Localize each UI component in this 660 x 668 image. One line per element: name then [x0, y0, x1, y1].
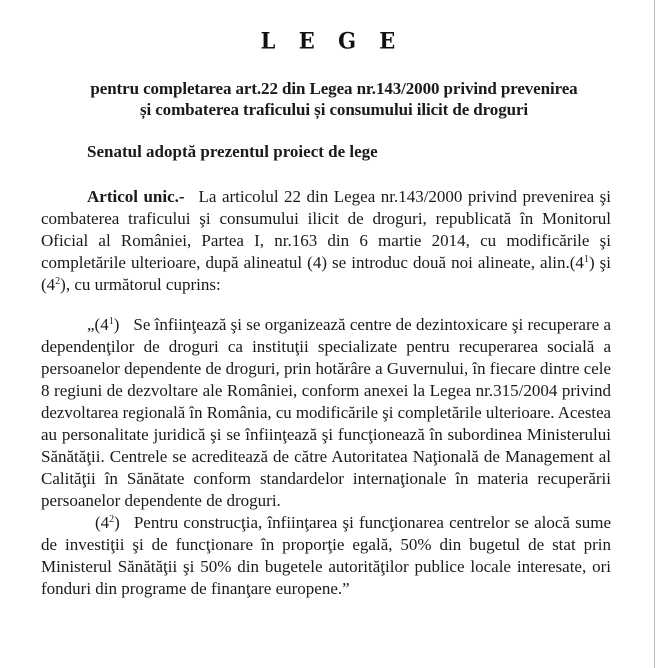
- paragraph-label: [85, 513, 120, 532]
- para-text: Pentru construcţia, înfiinţarea şi funcţionarea centrelor se alocă sume: [133, 513, 611, 532]
- article-text: completările ulterioare, după alineatul (4) se introduc două noi alineate, alin.(4: [41, 253, 584, 272]
- paragraph-4-2: [41, 512, 611, 600]
- label-text: (4: [95, 513, 110, 532]
- label-text: ): [113, 315, 120, 334]
- para2-line-4: fonduri din programe de finanţare europene.”: [41, 579, 350, 598]
- article-line-2: combaterea traficului şi consumului ilicit de droguri, republicată în Monitorul: [41, 209, 611, 228]
- para2-line-1: [41, 512, 611, 534]
- para1-line-9: persoanelor dependente de droguri.: [41, 491, 281, 510]
- para1-line-1: [41, 314, 611, 336]
- paragraph-label: [87, 315, 119, 334]
- superscript: 1: [108, 316, 114, 327]
- label-text: ): [114, 513, 120, 532]
- para1-line-8: Calităţii în Sănătate conform standardelor internaţionale în materia recuperării: [41, 469, 611, 488]
- label-text: „(4: [87, 315, 109, 334]
- article-text: (4: [41, 275, 56, 294]
- para1-line-7: Sănătăţii. Centrele se acreditează de către Autoritatea Naţională de Management al: [41, 447, 611, 466]
- paragraph-4-1: [41, 314, 611, 512]
- article-text: ) şi: [588, 253, 611, 272]
- article-line-4: [41, 252, 611, 274]
- para2-line-3: Ministerul Sănătăţii şi 50% din bugetele autorităţilor publice locale interesate, ori: [41, 557, 611, 576]
- article-unic: [41, 186, 611, 296]
- para1-line-6: au personalitate juridică şi se înfiinţează şi funcţionează în subordinea Ministerului: [41, 425, 611, 444]
- superscript: 2: [109, 514, 115, 525]
- subtitle-line-1: pentru completarea art.22 din Legea nr.143/2000 privind prevenirea: [90, 79, 578, 98]
- para-text: Se înfiinţează şi se organizează centre de dezintoxicare şi recuperare a: [133, 315, 611, 334]
- para1-line-5: dezvoltarea regională în România, cu modificările şi completările ulterioare. Acestea: [41, 403, 611, 422]
- article-line-1: [41, 186, 611, 208]
- article-heading: Articol unic.-: [87, 187, 185, 206]
- document-subtitle: [0, 78, 660, 120]
- article-text: ), cu următorul cuprins:: [60, 275, 221, 294]
- para2-line-2: de investiţii şi de funcţionare în proporţie egală, 50% din bugetul de stat prin: [41, 535, 611, 554]
- para1-line-3: persoanelor dependente de droguri, prin hotărâre a Guvernului, în fiecare dintre cele: [41, 359, 611, 378]
- article-line-3: Oficial al României, Partea I, nr.163 din 6 martie 2014, cu modificările şi: [41, 231, 611, 250]
- superscript: 1: [583, 254, 589, 265]
- subtitle-line-2: și combaterea traficului și consumului ilicit de droguri: [139, 100, 529, 119]
- para1-line-2: dependenţilor de droguri ca instituţii specializate pentru recuperarea socială a: [41, 337, 611, 356]
- superscript: 2: [55, 276, 61, 287]
- article-line-5: [41, 274, 611, 296]
- document-title: L E G E: [260, 27, 404, 54]
- para1-line-4: 8 regiuni de dezvoltare ale României, conform anexei la Legea nr.315/2004 privind: [41, 381, 611, 400]
- article-text: La articolul 22 din Legea nr.143/2000 privind prevenirea şi: [198, 187, 611, 206]
- enacting-formula: Senatul adoptă prezentul proiect de lege: [87, 142, 378, 161]
